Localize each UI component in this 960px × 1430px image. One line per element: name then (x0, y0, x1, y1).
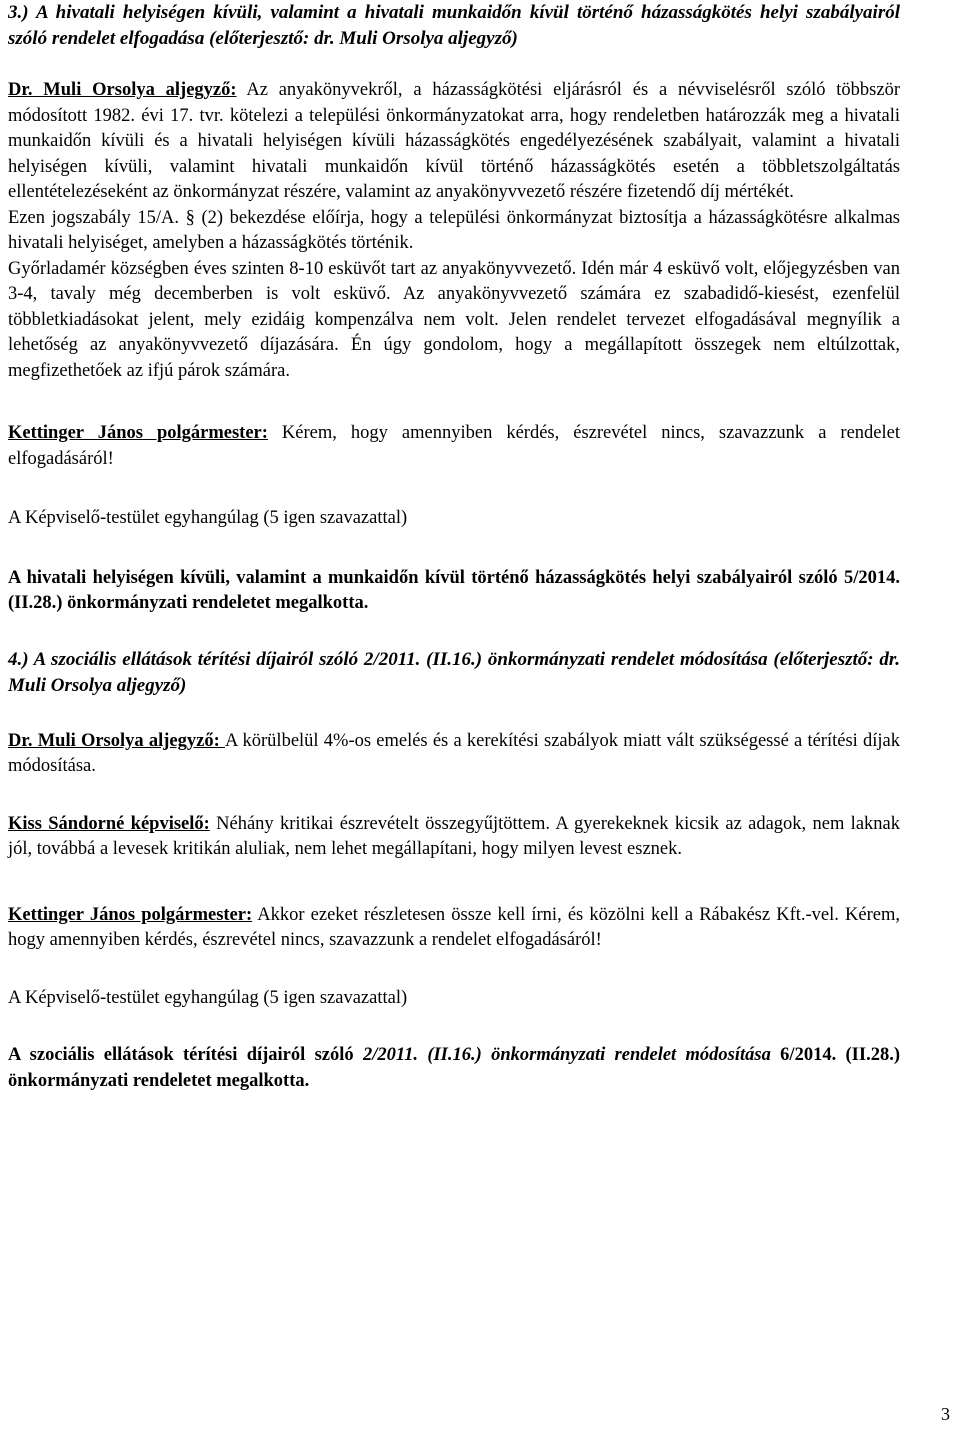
section-3-number: 3.) (8, 2, 36, 23)
section-3-heading (8, 0, 900, 52)
section-3-title: A hivatali helyiségen kívüli, valamint a hivatali munkaidőn kívül történő házasságkötés helyi szabályairól szóló rendelet elfogadása (előterjesztő: dr. Muli Orsolya aljegyző) (8, 2, 900, 49)
section-4-paragraph-2 (8, 812, 900, 863)
document-page (8, 0, 900, 1094)
paragraph-text: A körülbelül 4%-os emelés és a kerekítési szabályok miatt vált szükségessé a térítési díjak módosítása. (8, 730, 900, 776)
paragraph-text: Az anyakönyvekről, a házasságkötési eljárásról és a névviselésről szóló többször módosított 1982. évi 17. tvr. kötelezi a települési önkormányzatokat arra, hogy rendeletben határozzák meg a hivatali munkaidőn kívüli és a hivatali helyiségen kívüli házasságkötés engedélyezésének szabályait, valamint a hivatali helyiségen kívüli, valamint hivatali munkaidőn kívül történő házasságkötés esetén a többletszolgáltatás ellentételezéseként az önkormányzat részére, valamint az anyakönyvvezető részére fizetendő díj mértékét. (8, 80, 900, 202)
section-4-title: A szociális ellátások térítési díjairól szóló 2/2011. (II.16.) önkormányzati rendelet módosítása (előterjesztő: dr. Muli Orsolya aljegyző) (8, 648, 900, 696)
section-3-paragraph-2: Ezen jogszabály 15/A. § (2) bekezdése előírja, hogy a települési önkormányzat biztosítja a házasságkötésre alkalmas hivatali helyiséget, amelyben a házasságkötés történik. (8, 207, 900, 253)
speaker-aljegyzo: Dr. Muli Orsolya aljegyző: (8, 730, 225, 751)
decision-text-italic: 2/2011. (II.16.) önkormányzati rendelet módosítása (363, 1045, 771, 1065)
decision-text-1: A szociális ellátások térítési díjairól szóló (8, 1045, 363, 1065)
section-3-paragraph-4 (8, 421, 900, 472)
section-3-paragraph-1 (8, 78, 900, 206)
paragraph-text: Néhány kritikai észrevételt összegyűjtöttem. A gyerekeknek kicsik az adagok, nem laknak jól, továbbá a levesek kritikán aluliak, nem lehet megállapítani, hogy milyen levest esznek. (8, 813, 900, 859)
section-4-vote: A Képviselő-testület egyhangúlag (5 igen szavazattal) (8, 987, 408, 1008)
speaker-kepviselo: Kiss Sándorné képviselő: (8, 813, 210, 834)
speaker-aljegyzo: Dr. Muli Orsolya aljegyző: (8, 80, 237, 100)
section-3-paragraph-3: Győrladamér községben éves szinten 8-10 esküvőt tart az anyakönyvvezető. Idén már 4 esküvő volt, előjegyzésben van 3-4, tavaly még decemberben is volt esküvő. Az anyakönyvvezető számára ez szabadidő-kiesést, ezenfelül többletkiadásokat jelent, mely ezidáig kompenzálva nem volt. Jelen rendelet tervezet elfogadásával megnyílik a lehetőség az anyakönyvvezető díjazására. Én úgy gondolom, hogy a megállapított összegek nem eltúlzottak, megfizethetőek az ifjú párok számára. (8, 258, 900, 381)
page-number: 3 (941, 1404, 950, 1424)
speaker-polgarmester: Kettinger János polgármester: (8, 904, 253, 925)
paragraph-text: Kérem, hogy amennyiben kérdés, észrevétel nincs, szavazzunk a rendelet elfogadásáról! (8, 423, 900, 469)
paragraph-text: Akkor ezeket részletesen össze kell írni, és közölni kell a Rábakész Kft.-vel. Kérem, hogy amennyiben kérdés, észrevétel nincs, szavazzunk a rendelet elfogadásáról! (8, 904, 900, 950)
section-4-decision (8, 1043, 900, 1094)
speaker-polgarmester: Kettinger János polgármester: (8, 423, 268, 443)
section-4-paragraph-1 (8, 729, 900, 780)
section-3-vote: A Képviselő-testület egyhangúlag (5 igen szavazattal) (8, 508, 408, 528)
section-4-number: 4.) (8, 648, 34, 670)
section-4-paragraph-3 (8, 903, 900, 954)
section-3-decision: A hivatali helyiségen kívüli, valamint a munkaidőn kívül történő házasságkötés helyi szabályairól szóló 5/2014.(II.28.) önkormányzati rendeletet megalkotta. (8, 567, 900, 613)
section-4-heading (8, 647, 900, 699)
decision-text-2: 6/2014. (II.28.) önkormányzati rendeletet megalkotta. (8, 1045, 900, 1091)
